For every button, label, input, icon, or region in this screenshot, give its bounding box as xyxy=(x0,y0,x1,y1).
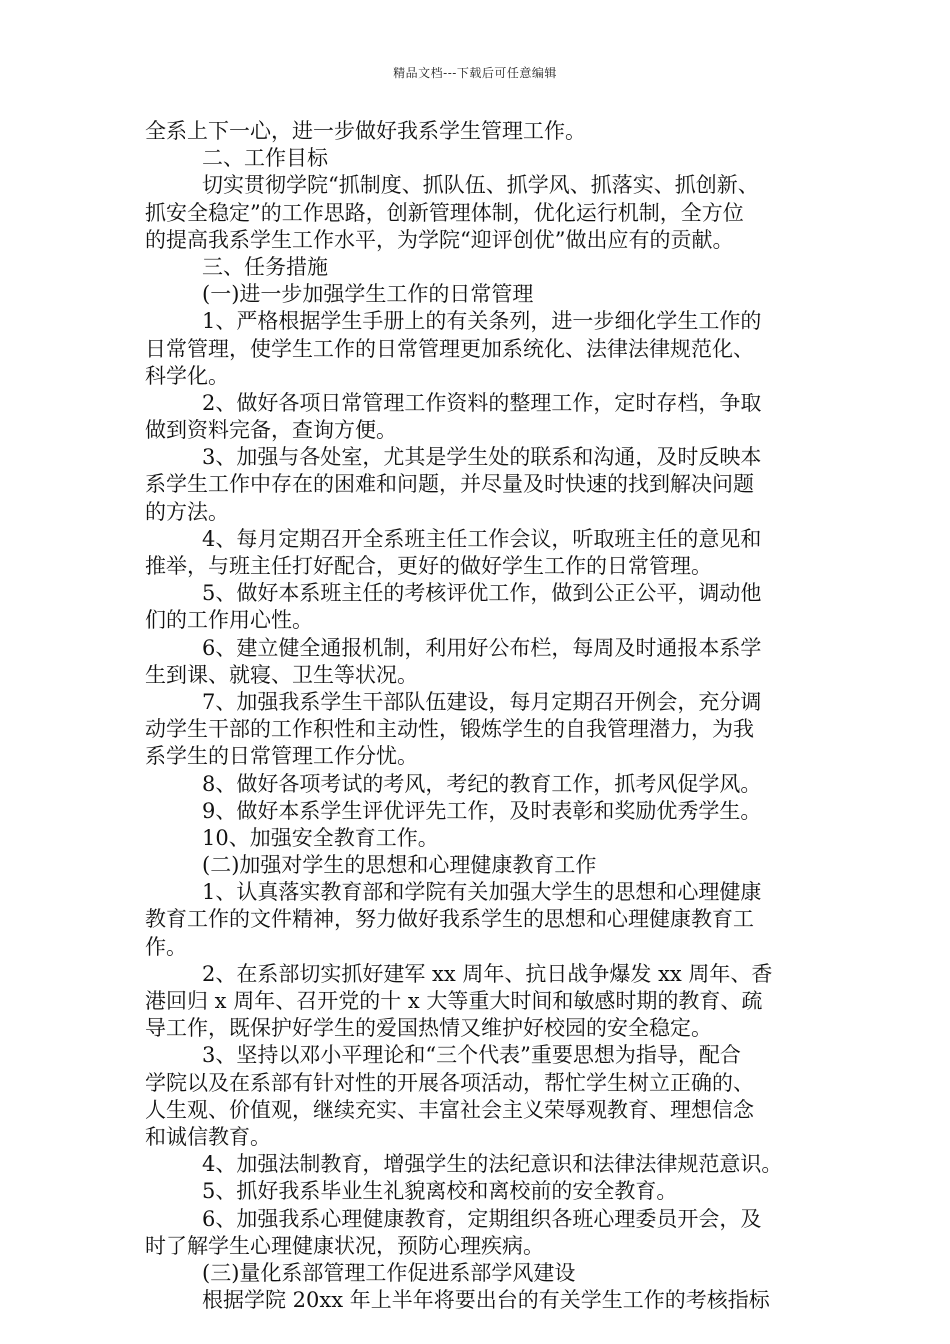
text-line: 导工作，既保护好学生的爱国热情又维护好校园的安全稳定。 xyxy=(145,1016,712,1041)
text-line: 时了解学生心理健康状况，预防心理疾病。 xyxy=(145,1233,544,1258)
text-line: 5、做好本系班主任的考核评优工作，做到公正公平，调动他 xyxy=(202,581,762,606)
text-line: 作。 xyxy=(145,934,187,959)
text-line: 人生观、价值观，继续充实、丰富社会主义荣辱观教育、理想信念 xyxy=(145,1097,754,1122)
text-line: 科学化。 xyxy=(145,363,229,388)
text-line: 5、抓好我系毕业生礼貌离校和离校前的安全教育。 xyxy=(202,1179,678,1204)
text-line: 系学生工作中存在的困难和问题，并尽量及时快速的找到解决问题 xyxy=(145,472,754,497)
text-line: 2、在系部切实抓好建军 xx 周年、抗日战争爆发 xx 周年、香 xyxy=(202,961,773,986)
document-body xyxy=(145,118,810,1314)
subsection-heading: (三)量化系部管理工作促进系部学风建设 xyxy=(202,1260,576,1285)
text-line: 做到资料完备，查询方便。 xyxy=(145,418,397,443)
text-line: 9、做好本系学生评优评先工作，及时表彰和奖励优秀学生。 xyxy=(202,798,762,823)
text-line: 6、建立健全通报机制，利用好公布栏，每周及时通报本系学 xyxy=(202,635,762,660)
text-line: 6、加强我系心理健康教育，定期组织各班心理委员开会，及 xyxy=(202,1206,762,1231)
text-line: 1、严格根据学生手册上的有关条列，进一步细化学生工作的 xyxy=(202,309,762,334)
text-line: 7、加强我系学生干部队伍建设，每月定期召开例会，充分调 xyxy=(202,689,762,714)
text-line: 10、加强安全教育工作。 xyxy=(202,825,439,850)
text-line: 根据学院 20xx 年上半年将要出台的有关学生工作的考核指标 xyxy=(202,1288,770,1313)
text-line: 港回归 x 周年、召开党的十 x 大等重大时间和敏感时期的教育、疏 xyxy=(145,989,763,1013)
text-line: 4、每月定期召开全系班主任工作会议，听取班主任的意见和 xyxy=(202,526,762,551)
text-line: 3、坚持以邓小平理论和“三个代表”重要思想为指导，配合 xyxy=(202,1043,741,1068)
text-line: 们的工作用心性。 xyxy=(145,608,313,633)
text-line: 3、加强与各处室，尤其是学生处的联系和沟通，及时反映本 xyxy=(202,445,762,470)
text-line: 日常管理，使学生工作的日常管理更加系统化、法律法律规范化、 xyxy=(145,336,754,361)
text-line: 和诚信教育。 xyxy=(145,1124,271,1149)
text-line: 动学生干部的工作积性和主动性，锻炼学生的自我管理潜力，为我 xyxy=(145,717,754,742)
text-line: 的方法。 xyxy=(145,499,229,524)
text-line: 8、做好各项考试的考风，考纪的教育工作，抓考风促学风。 xyxy=(202,771,762,796)
text-line: 生到课、就寝、卫生等状况。 xyxy=(145,662,418,687)
text-line: 1、认真落实教育部和学院有关加强大学生的思想和心理健康 xyxy=(202,880,762,905)
text-line: 2、做好各项日常管理工作资料的整理工作，定时存档，争取 xyxy=(202,390,762,415)
text-line: 系学生的日常管理工作分忧。 xyxy=(145,744,418,769)
text-line: 学院以及在系部有针对性的开展各项活动，帮忙学生树立正确的、 xyxy=(145,1070,754,1095)
page-header: 精品文档---下载后可任意编辑 xyxy=(393,66,557,80)
text-line: 切实贯彻学院“抓制度、抓队伍、抓学风、抓落实、抓创新、 xyxy=(202,173,759,198)
section-heading: 二、工作目标 xyxy=(202,146,328,171)
text-line: 抓安全稳定”的工作思路，创新管理体制，优化运行机制，全方位 xyxy=(145,200,744,225)
text-line: 的提高我系学生工作水平，为学院“迎评创优”做出应有的贡献。 xyxy=(145,227,734,252)
text-line: 全系上下一心，进一步做好我系学生管理工作。 xyxy=(145,119,586,143)
text-line: 推举，与班主任打好配合，更好的做好学生工作的日常管理。 xyxy=(145,554,712,578)
section-heading: 三、任务措施 xyxy=(202,254,328,279)
text-line: 4、加强法制教育，增强学生的法纪意识和法律法律规范意识。 xyxy=(202,1152,783,1177)
subsection-heading: (二)加强对学生的思想和心理健康教育工作 xyxy=(202,853,597,878)
text-line: 教育工作的文件精神，努力做好我系学生的思想和心理健康教育工 xyxy=(145,907,754,932)
subsection-heading: (一)进一步加强学生工作的日常管理 xyxy=(202,282,534,307)
